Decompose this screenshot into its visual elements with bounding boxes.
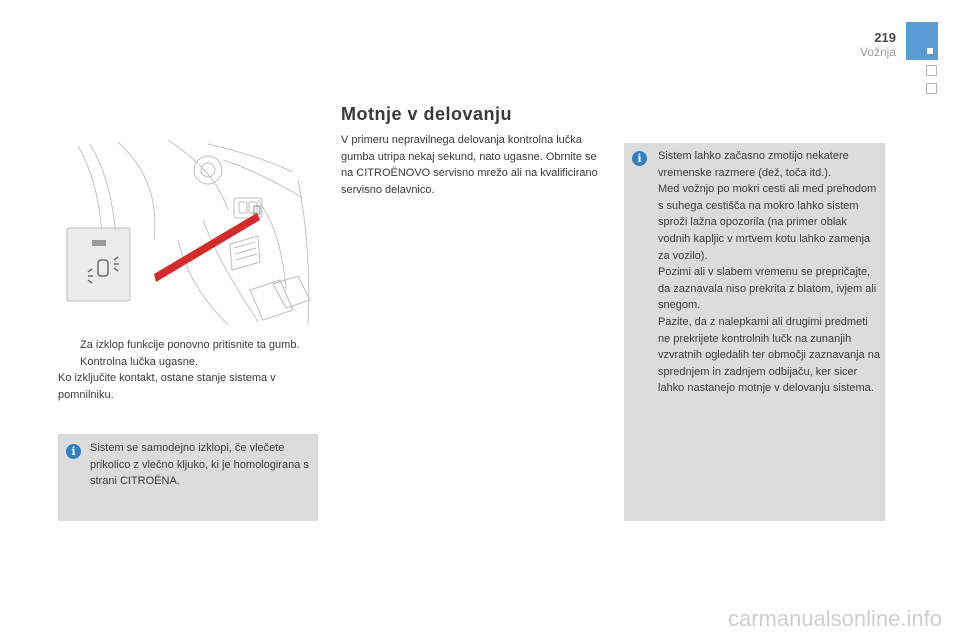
watermark: carmanualsonline.info xyxy=(727,606,942,631)
info-icon: i xyxy=(632,151,647,166)
instruction-bullet xyxy=(58,337,313,370)
info-line: Sistem lahko začasno zmotijo nekatere vremenske razmere (dež, toča itd.). xyxy=(658,150,849,179)
info-line: Med vožnjo po mokri cesti ali med prehodom s suhega cestišča na mokro lahko sistem sproži lažna opozorila (na primer oblak vodnih kapljic v mrtvem kotu lahko zamenja za vozilo). xyxy=(658,183,877,262)
info-box-text: Sistem se samodejno izklopi, če vlečete prikolico z vlečno kljuko, ki je homologirana s strani CITROËNA. xyxy=(90,442,309,488)
section-title: Motnje v delovanju xyxy=(341,104,513,124)
chapter-tab-active[interactable] xyxy=(906,22,938,60)
info-icon: i xyxy=(66,444,81,459)
dashboard-button-illustration xyxy=(58,140,318,325)
chapter-tab[interactable] xyxy=(926,65,937,76)
page-number: 219 xyxy=(874,30,896,45)
section-name: Vožnja xyxy=(859,45,896,59)
memory-note: Ko izključite kontakt, ostane stanje sistema v pomnilniku. xyxy=(58,372,276,401)
info-line: Pozimi ali v slabem vremenu se prepričajte, da zaznavala niso prekrita z blatom, ivjem ali snegom. xyxy=(658,266,877,312)
chapter-tab[interactable] xyxy=(926,83,937,94)
intro-paragraph: V primeru nepravilnega delovanja kontrolna lučka gumba utripa nekaj sekund, nato ugasne. Obrnite se na CITROËNOVO servisno mrežo ali na kvalificirano servisno delavnico. xyxy=(341,134,598,196)
info-box-towing xyxy=(58,434,318,521)
info-box-text xyxy=(658,148,880,397)
instruction-text: Za izklop funkcije ponovno pritisnite ta gumb. Kontrolna lučka ugasne. xyxy=(80,339,300,368)
info-line: Pazite, da z nalepkami ali drugimi predmeti ne prekrijete kontrolnih lučk na zunanjih vzvratnih ogledalih ter območji zaznavanja na sprednjem in zadnjem odbijaču, ker sicer lahko nastanejo motnje v delovanju sistema. xyxy=(658,315,880,395)
info-box-weather xyxy=(624,143,885,521)
active-tab-marker xyxy=(927,48,933,54)
